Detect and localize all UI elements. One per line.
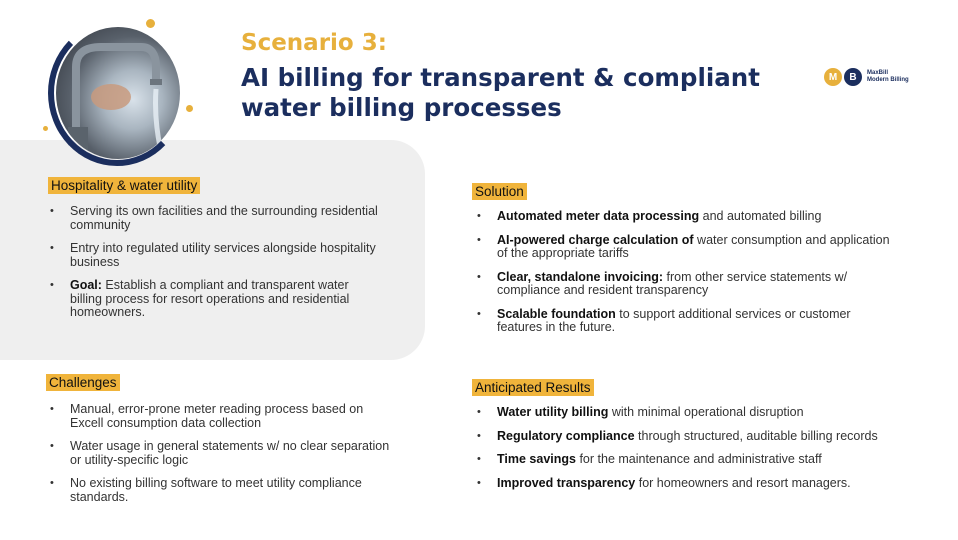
solution-heading: Solution	[472, 183, 527, 200]
decor-dot	[186, 105, 193, 112]
logo-b-mark: B	[844, 68, 862, 86]
scenario-label: Scenario 3:	[241, 30, 387, 56]
list-item: • Manual, error-prone meter reading process based on Excell consumption data collection	[48, 403, 398, 430]
results-list	[475, 406, 895, 500]
list-item: • AI-powered charge calculation of water consumption and application of the appropriate tariffs	[475, 234, 895, 261]
list-item: • Time savings for the maintenance and administrative staff	[475, 453, 895, 467]
list-item: • Improved transparency for homeowners and resort managers.	[475, 477, 895, 491]
list-item: • Entry into regulated utility services alongside hospitality business	[48, 242, 378, 269]
list-item: • Water usage in general statements w/ no clear separation or utility-specific logic	[48, 440, 398, 467]
list-item: • Regulatory compliance through structured, auditable billing records	[475, 430, 895, 444]
list-item: • Serving its own facilities and the surrounding residential community	[48, 205, 378, 232]
list-item: • No existing billing software to meet utility compliance standards.	[48, 477, 398, 504]
logo-text	[867, 70, 909, 84]
list-item: • Clear, standalone invoicing: from other service statements w/ compliance and resident transparency	[475, 271, 895, 298]
maxbill-logo	[824, 68, 909, 86]
list-item: • Water utility billing with minimal operational disruption	[475, 406, 895, 420]
list-item: • Goal: Establish a compliant and transparent water billing process for resort operations and residential homeowners.	[48, 279, 378, 320]
logo-tagline: Modern Billing	[867, 77, 909, 83]
logo-m-mark: M	[824, 68, 842, 86]
hospitality-heading: Hospitality & water utility	[48, 177, 200, 194]
page-title: AI billing for transparent & compliant water billing processes	[241, 63, 760, 122]
challenges-list	[48, 403, 398, 514]
results-heading: Anticipated Results	[472, 379, 594, 396]
challenges-heading: Challenges	[46, 374, 120, 391]
faucet-icon	[56, 27, 180, 159]
logo-name: MaxBill	[867, 70, 889, 76]
solution-list	[475, 210, 895, 345]
hospitality-list	[48, 205, 378, 330]
list-item: • Scalable foundation to support additional services or customer features in the future.	[475, 308, 895, 335]
decor-dot	[43, 126, 48, 131]
decor-dot	[146, 19, 155, 28]
faucet-photo	[56, 27, 180, 159]
list-item: • Automated meter data processing and automated billing	[475, 210, 895, 224]
